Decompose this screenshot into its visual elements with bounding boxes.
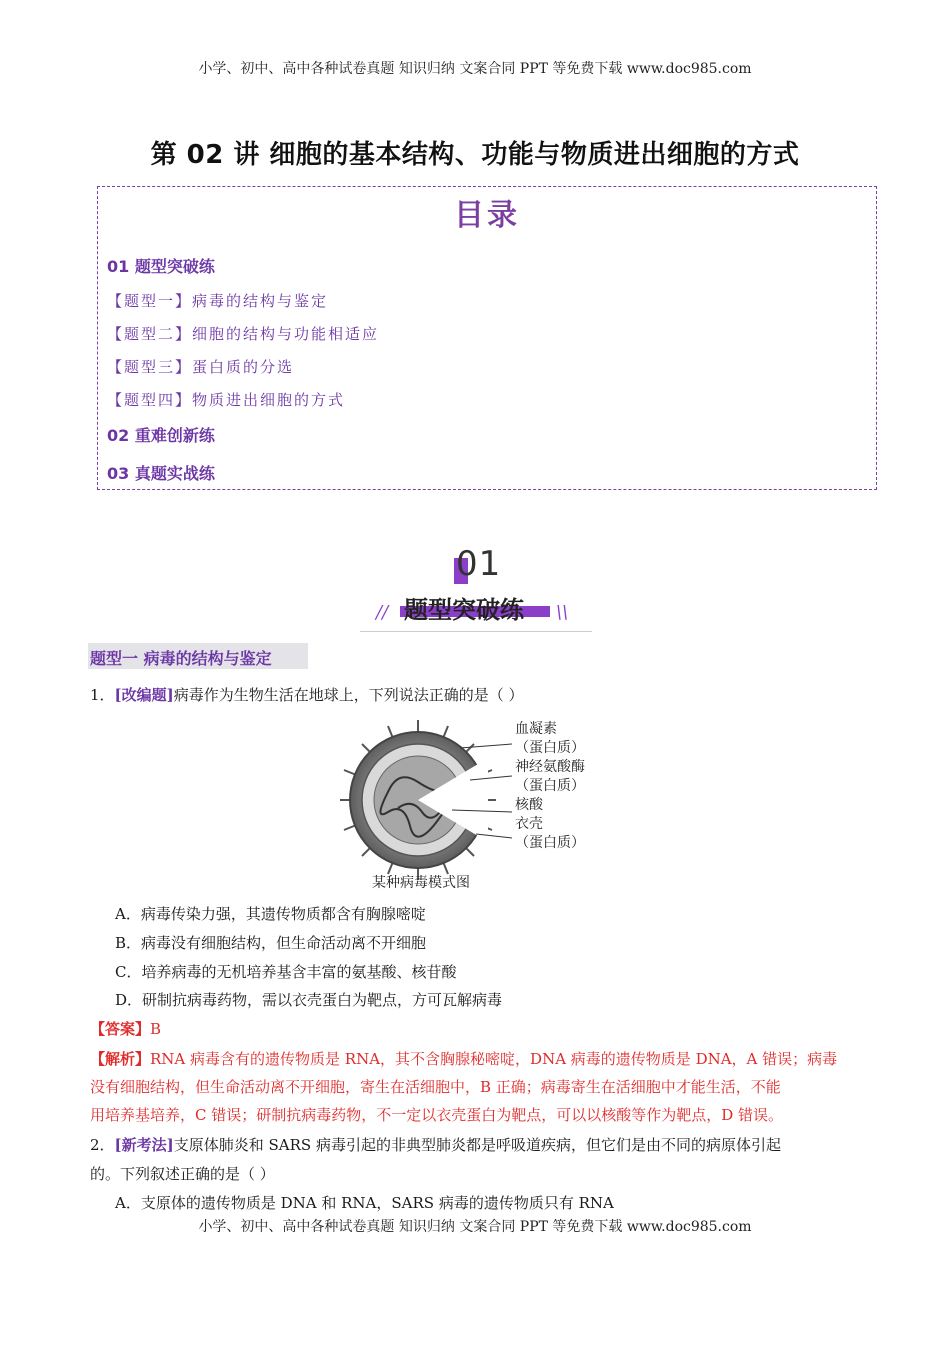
page-footer: 小学、初中、高中各种试卷真题 知识归纳 文案合同 PPT 等免费下载 www.doc985.com [198,1219,752,1235]
q1-option-b[interactable]: B．病毒没有细胞结构，但生命活动离不开细胞 [115,934,427,952]
explanation-line-2: 没有细胞结构，但生命活动离不开细胞，寄生在活细胞中，B 正确；病毒寄生在活细胞中才能生活，不能 [90,1078,781,1096]
answer-value: B [150,1020,162,1038]
toc-item-type1[interactable]: 【题型一】病毒的结构与鉴定 [107,292,329,310]
label-capsid-note: （蛋白质） [515,835,585,851]
label-hemagglutinin: 血凝素 [515,721,557,737]
section-banner [360,540,592,635]
question-1-stem [90,684,524,705]
page-header: 小学、初中、高中各种试卷真题 知识归纳 文案合同 PPT 等免费下载 www.doc985.com [198,61,752,77]
q2-option-a[interactable]: A．支原体的遗传物质是 DNA 和 RNA，SARS 病毒的遗传物质只有 RNA [115,1194,614,1212]
question-2-text-1: 支原体肺炎和 SARS 病毒引起的非典型肺炎都是呼吸道疾病，但它们是由不同的病原体引起 [173,1136,781,1154]
label-nucleic-acid: 核酸 [515,797,543,813]
question-1-number: 1． [90,686,115,704]
q1-option-a[interactable]: A．病毒传染力强，其遗传物质都含有胸腺嘧啶 [115,905,426,923]
question-2-text-2: 的。下列叙述正确的是（ ） [90,1165,275,1183]
toc-item-type2[interactable]: 【题型二】细胞的结构与功能相适应 [107,325,380,343]
explanation-line-1: RNA 病毒含有的遗传物质是 RNA，其不含胸腺秘嘧啶，DNA 病毒的遗传物质是 DNA，A 错误；病毒 [150,1050,838,1068]
toc-section-3[interactable]: 03 真题实战练 [107,464,215,483]
question-1-text: 病毒作为生物生活在地球上，下列说法正确的是（ ） [173,686,524,704]
explanation-line-3: 用培养基培养，C 错误；研制抗病毒药物，不一定以衣壳蛋白为靶点，可以以核酸等作为靶点，D 错误。 [90,1106,784,1124]
banner-label: 题型突破练 [404,596,524,624]
label-neuraminidase: 神经氨酸酶 [515,759,585,775]
label-neuraminidase-note: （蛋白质） [515,778,585,794]
banner-slash-left: // [376,602,389,623]
explanation-label: 【解析】 [90,1050,151,1068]
virus-figure [340,718,610,893]
page-title: 第 02 讲 细胞的基本结构、功能与物质进出细胞的方式 [150,140,800,170]
q1-option-d[interactable]: D．研制抗病毒药物，需以衣壳蛋白为靶点，方可瓦解病毒 [115,991,503,1009]
toc-heading: 目录 [454,198,520,233]
banner-slash-right: \\ [556,602,569,623]
question-1-tag: [改编题] [114,686,174,704]
label-capsid: 衣壳 [515,816,543,832]
q1-explanation [90,1045,860,1129]
banner-number: 01 [456,544,502,584]
figure-caption: 某种病毒模式图 [372,875,470,891]
toc-item-type3[interactable]: 【题型三】蛋白质的分选 [107,358,295,376]
question-2-number: 2． [90,1136,115,1154]
toc-item-type4[interactable]: 【题型四】物质进出细胞的方式 [107,391,346,409]
q1-option-c[interactable]: C．培养病毒的无机培养基含丰富的氨基酸、核苷酸 [115,963,457,981]
question-2-stem [90,1134,781,1155]
banner-rule [360,631,592,632]
toc-section-2[interactable]: 02 重难创新练 [107,426,215,445]
answer-label: 【答案】 [90,1020,151,1038]
category-heading: 题型一 病毒的结构与鉴定 [90,649,272,668]
question-2-tag: [新考法] [114,1136,174,1154]
toc-section-1[interactable]: 01 题型突破练 [107,257,215,276]
figure-labels [515,720,585,853]
q1-answer [90,1018,161,1039]
label-hemagglutinin-note: （蛋白质） [515,740,585,756]
